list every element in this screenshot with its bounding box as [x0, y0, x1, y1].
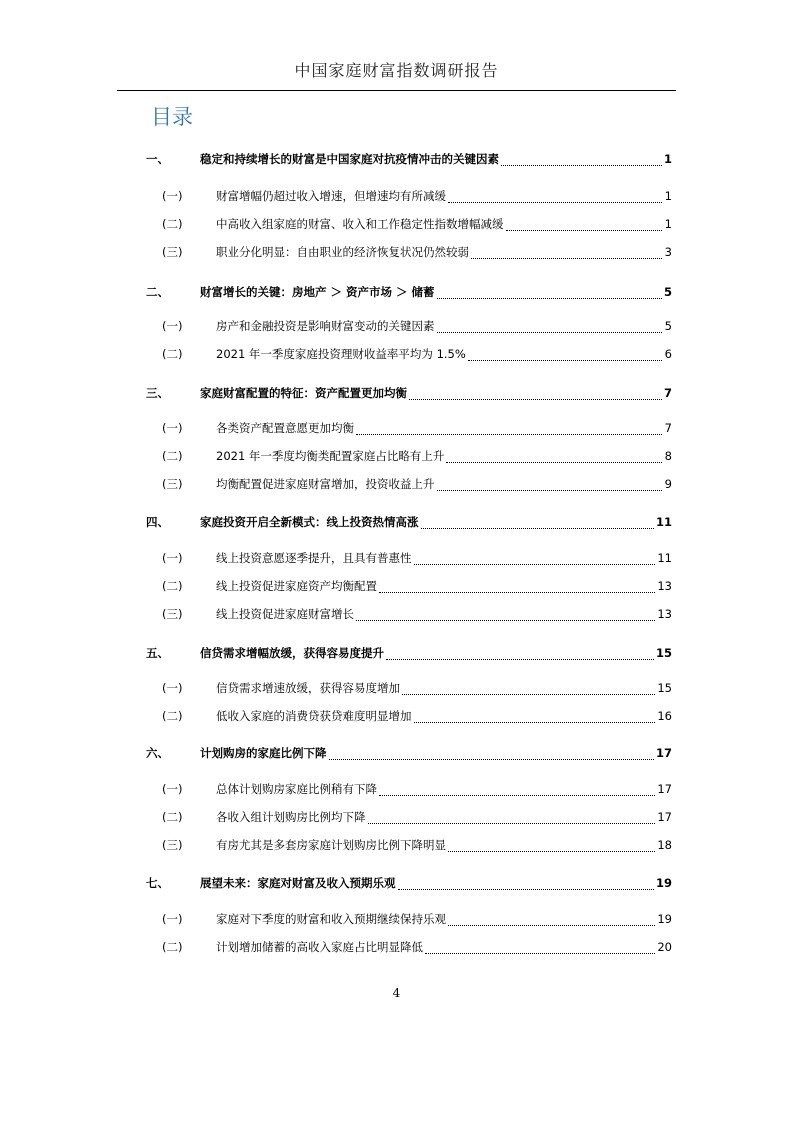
subsection-page: 7	[664, 421, 672, 435]
subsection-number: (二)	[162, 217, 183, 231]
subsection-number: (一)	[162, 681, 183, 695]
toc-subsection-entry[interactable]	[146, 448, 672, 468]
dot-leader	[379, 795, 655, 796]
subsection-number: (一)	[162, 782, 183, 796]
dot-leader	[368, 823, 656, 824]
toc-subsection-entry[interactable]	[146, 708, 672, 728]
subsection-number: (二)	[162, 810, 183, 824]
subsection-page: 15	[657, 681, 672, 695]
dot-leader	[506, 230, 663, 231]
subsection-page: 9	[664, 477, 672, 491]
toc-section-entry[interactable]	[146, 151, 672, 171]
subsection-title: 各收入组计划购房比例均下降	[216, 810, 366, 824]
subsection-page: 17	[657, 782, 672, 796]
subsection-title: 线上投资促进家庭财富增长	[216, 607, 354, 621]
section-title: 家庭财富配置的特征：资产配置更加均衡	[200, 386, 407, 400]
section-number: 七、	[146, 876, 169, 890]
toc-section-entry[interactable]	[146, 875, 672, 895]
subsection-page: 5	[664, 319, 672, 333]
subsection-title: 均衡配置促进家庭财富增加，投资收益上升	[216, 477, 435, 491]
subsection-number: (三)	[162, 838, 183, 852]
toc-subsection-entry[interactable]	[146, 837, 672, 857]
dot-leader	[409, 399, 662, 400]
subsection-title: 2021 年一季度均衡类配置家庭占比略有上升	[216, 449, 445, 463]
subsection-page: 13	[657, 579, 672, 593]
dot-leader	[425, 953, 655, 954]
section-number: 二、	[146, 285, 169, 299]
subsection-page: 1	[664, 217, 672, 231]
section-title: 财富增长的关键：房地产 ＞ 资产市场 ＞ 储蓄	[200, 285, 435, 299]
section-number: 四、	[146, 515, 169, 529]
subsection-page: 18	[657, 838, 672, 852]
subsection-title: 2021 年一季度家庭投资理财收益率平均为 1.5%	[216, 347, 466, 361]
toc-subsection-entry[interactable]	[146, 318, 672, 338]
toc-subsection-entry[interactable]	[146, 420, 672, 440]
section-number: 三、	[146, 386, 169, 400]
subsection-title: 家庭对下季度的财富和收入预期继续保持乐观	[216, 912, 446, 926]
subsection-title: 线上投资促进家庭资产均衡配置	[216, 579, 377, 593]
dot-leader	[414, 722, 656, 723]
dot-leader	[468, 360, 662, 361]
dot-leader	[379, 592, 655, 593]
subsection-number: (二)	[162, 449, 183, 463]
dot-leader	[329, 759, 654, 760]
toc-subsection-entry[interactable]	[146, 911, 672, 931]
subsection-page: 8	[664, 449, 672, 463]
subsection-page: 17	[657, 810, 672, 824]
section-page: 15	[655, 646, 672, 660]
section-page: 17	[655, 746, 672, 760]
section-page: 5	[663, 285, 672, 299]
dot-leader	[356, 620, 655, 621]
subsection-number: (二)	[162, 347, 183, 361]
toc-subsection-entry[interactable]	[146, 188, 672, 208]
dot-leader	[446, 462, 662, 463]
dot-leader	[356, 434, 662, 435]
subsection-title: 信贷需求增速放缓，获得容易度增加	[216, 681, 400, 695]
subsection-title: 各类资产配置意愿更加均衡	[216, 421, 354, 435]
section-number: 一、	[146, 152, 169, 166]
dot-leader	[448, 851, 655, 852]
dot-leader	[437, 332, 663, 333]
toc-section-entry[interactable]	[146, 745, 672, 765]
subsection-page: 13	[657, 607, 672, 621]
dot-leader	[501, 165, 662, 166]
subsection-number: (二)	[162, 579, 183, 593]
toc-subsection-entry[interactable]	[146, 244, 672, 264]
section-page: 7	[663, 386, 672, 400]
subsection-number: (二)	[162, 709, 183, 723]
dot-leader	[386, 659, 654, 660]
subsection-number: (三)	[162, 607, 183, 621]
section-page: 1	[663, 152, 672, 166]
subsection-page: 6	[664, 347, 672, 361]
subsection-page: 3	[664, 245, 672, 259]
toc-subsection-entry[interactable]	[146, 809, 672, 829]
subsection-number: (一)	[162, 421, 183, 435]
toc-subsection-entry[interactable]	[146, 578, 672, 598]
toc-subsection-entry[interactable]	[146, 216, 672, 236]
dot-leader	[402, 694, 655, 695]
dot-leader	[437, 490, 663, 491]
dot-leader	[448, 925, 655, 926]
dot-leader	[471, 258, 662, 259]
toc-subsection-entry[interactable]	[146, 606, 672, 626]
dot-leader	[437, 298, 662, 299]
toc-section-entry[interactable]	[146, 514, 672, 534]
subsection-number: (一)	[162, 551, 183, 565]
running-header: 中国家庭财富指数调研报告	[294, 61, 499, 80]
section-page: 19	[655, 876, 672, 890]
subsection-title: 中高收入组家庭的财富、收入和工作稳定性指数增幅减缓	[216, 217, 504, 231]
subsection-page: 16	[657, 709, 672, 723]
subsection-title: 线上投资意愿逐季提升，且具有普惠性	[216, 551, 412, 565]
subsection-page: 11	[657, 551, 672, 565]
dot-leader	[421, 528, 654, 529]
dot-leader	[414, 564, 656, 565]
toc-subsection-entry[interactable]	[146, 550, 672, 570]
section-title: 计划购房的家庭比例下降	[200, 746, 327, 760]
toc-subsection-entry[interactable]	[146, 476, 672, 496]
toc-subsection-entry[interactable]	[146, 680, 672, 700]
section-title: 稳定和持续增长的财富是中国家庭对抗疫情冲击的关键因素	[200, 152, 499, 166]
subsection-number: (二)	[162, 940, 183, 954]
subsection-page: 19	[657, 912, 672, 926]
section-number: 五、	[146, 646, 169, 660]
toc-title: 目录	[151, 105, 193, 129]
subsection-title: 有房尤其是多套房家庭计划购房比例下降明显	[216, 838, 446, 852]
table-of-contents	[146, 0, 672, 1000]
subsection-title: 财富增幅仍超过收入增速，但增速均有所减缓	[216, 189, 446, 203]
subsection-number: (三)	[162, 245, 183, 259]
subsection-number: (三)	[162, 477, 183, 491]
dot-leader	[448, 202, 662, 203]
page-number: 4	[392, 986, 401, 1000]
section-page: 11	[655, 515, 672, 529]
toc-subsection-entry[interactable]	[146, 939, 672, 959]
subsection-page: 20	[657, 940, 672, 954]
subsection-number: (一)	[162, 319, 183, 333]
subsection-title: 计划增加储蓄的高收入家庭占比明显降低	[216, 940, 423, 954]
section-title: 展望未来：家庭对财富及收入预期乐观	[200, 876, 396, 890]
subsection-number: (一)	[162, 189, 183, 203]
dot-leader	[398, 889, 654, 890]
subsection-title: 职业分化明显：自由职业的经济恢复状况仍然较弱	[216, 245, 469, 259]
subsection-title: 低收入家庭的消费贷获贷难度明显增加	[216, 709, 412, 723]
subsection-title: 房产和金融投资是影响财富变动的关键因素	[216, 319, 435, 333]
toc-section-entry[interactable]	[146, 385, 672, 405]
section-title: 信贷需求增幅放缓，获得容易度提升	[200, 646, 384, 660]
subsection-title: 总体计划购房家庭比例稍有下降	[216, 782, 377, 796]
subsection-number: (一)	[162, 912, 183, 926]
subsection-page: 1	[664, 189, 672, 203]
toc-subsection-entry[interactable]	[146, 781, 672, 801]
toc-section-entry[interactable]	[146, 645, 672, 665]
section-title: 家庭投资开启全新模式：线上投资热情高涨	[200, 515, 419, 529]
toc-section-entry[interactable]	[146, 284, 672, 304]
section-number: 六、	[146, 746, 169, 760]
toc-subsection-entry[interactable]	[146, 346, 672, 366]
